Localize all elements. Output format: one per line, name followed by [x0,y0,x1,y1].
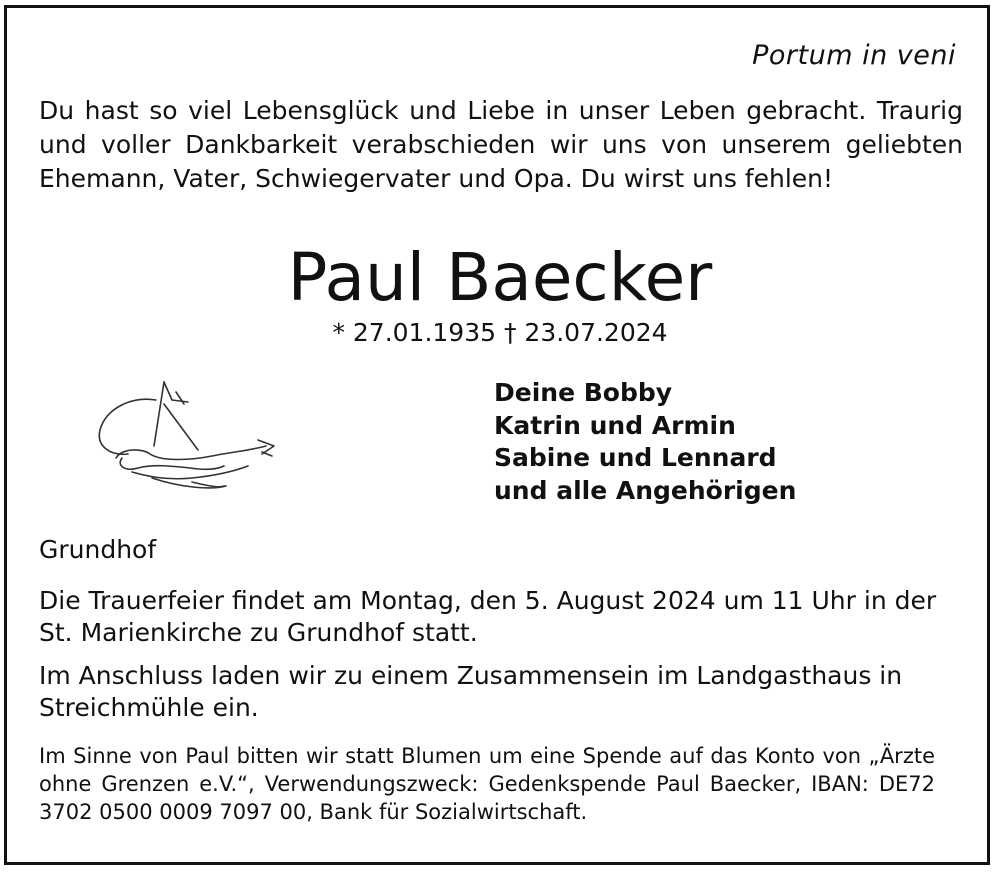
family-signatures [494,377,796,507]
motto: Portum in veni [752,40,956,71]
service-details: Die Trauerfeier findet am Montag, den 5. August 2024 um 11 Uhr in der St. Marienkirche zu Grundhof statt. [39,586,937,647]
family-line: und alle Angehörigen [494,475,797,505]
family-line: Katrin und Armin [494,410,736,440]
family-line: Sabine und Lennard [494,443,777,472]
deceased-name: Paul Baecker [287,239,713,316]
family-line: Deine Bobby [494,378,673,407]
sailboat-sketch-icon [92,374,292,504]
intro-text: Du hast so viel Lebensglück und Liebe in unser Leben gebracht. Traurig und voller Dankbarkeit verabschieden wir uns von unserem geliebten Ehemann, Vater, Schwiegervater und Opa. Du wirst uns fehlen! [39,96,963,193]
place-name: Grundhof [39,535,157,564]
reception-details: Im Anschluss laden wir zu einem Zusammensein im Landgasthaus in Streichmühle ein. [39,661,903,722]
donation-note: Im Sinne von Paul bitten wir statt Blumen um eine Spende auf das Konto von „Ärzte ohne Grenzen e.V.“, Verwendungszweck: Gedenkspende Paul Baecker, IBAN: DE72 3702 0500 0009 7097 00, Bank für Sozialwirtschaft. [39,744,935,824]
life-dates: * 27.01.1935 † 23.07.2024 [332,318,668,347]
